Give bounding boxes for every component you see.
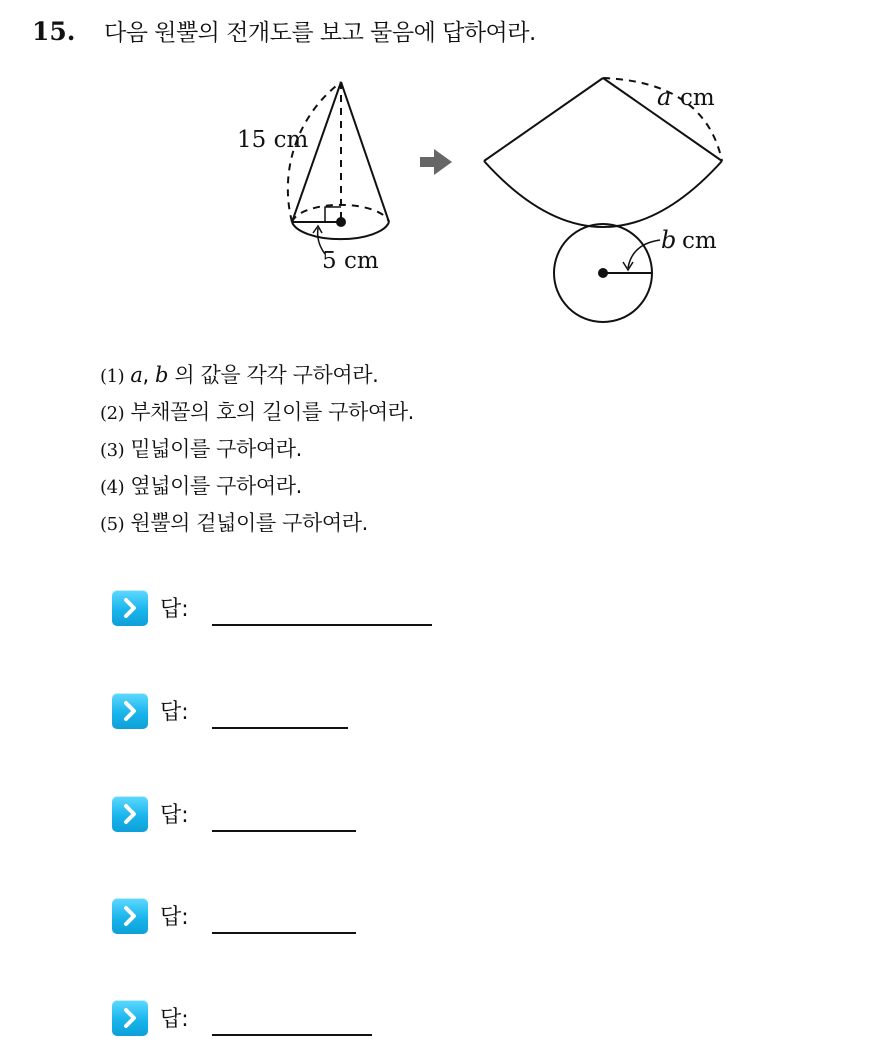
sub-question-2 <box>100 395 414 432</box>
sub-question-list <box>100 358 414 543</box>
sub-question-number: (3) <box>100 440 125 461</box>
cone-center-dot <box>336 217 346 227</box>
arc-label-unit: cm <box>680 85 715 111</box>
answer-label: 답: <box>160 1007 189 1032</box>
variable-a: a <box>130 363 143 387</box>
sub-question-text: 옆넓이를 구하여라. <box>130 474 302 498</box>
sub-question-text: 밑넓이를 구하여라. <box>130 437 302 461</box>
answer-row-3 <box>112 796 356 832</box>
sub-question-text: 의 값을 각각 구하여라. <box>174 363 379 387</box>
chevron-right-icon <box>112 796 148 832</box>
sub-question-5 <box>100 506 414 543</box>
separator: , <box>142 363 149 387</box>
base-circle-center-dot <box>598 268 608 278</box>
sub-question-number: (5) <box>100 514 125 535</box>
arc-label-var: a <box>657 83 672 111</box>
answer-row-5 <box>112 1000 372 1036</box>
answer-blank-5[interactable] <box>212 1034 372 1036</box>
circle-radius-unit: cm <box>682 228 717 254</box>
circle-radius-var: b <box>661 226 677 254</box>
sub-question-number: (4) <box>100 477 125 498</box>
answer-label: 답: <box>160 700 189 725</box>
sector-arc <box>484 161 722 227</box>
sub-question-4 <box>100 469 414 506</box>
circle-radius-pointer <box>628 240 660 268</box>
radius-label: 5 cm <box>322 248 379 274</box>
cone-net-figure <box>0 0 884 340</box>
answer-row-4 <box>112 898 356 934</box>
answer-blank-1[interactable] <box>212 624 432 626</box>
answer-blank-2[interactable] <box>212 727 348 729</box>
sub-question-number: (2) <box>100 403 125 424</box>
chevron-right-icon <box>112 590 148 626</box>
sub-question-number: (1) <box>100 366 125 387</box>
answer-row-1 <box>112 590 432 626</box>
answer-label: 답: <box>160 905 189 930</box>
sub-question-1 <box>100 358 414 395</box>
chevron-right-icon <box>112 898 148 934</box>
answer-label: 답: <box>160 597 189 622</box>
sector-left-radius <box>484 78 603 161</box>
cone-drawing <box>288 82 389 254</box>
chevron-right-icon <box>112 1000 148 1036</box>
question-number: 15. <box>32 17 76 46</box>
variable-b: b <box>155 363 169 387</box>
arrow-icon <box>420 149 452 175</box>
sub-question-text: 부채꼴의 호의 길이를 구하여라. <box>130 400 414 424</box>
slant-label: 15 cm <box>237 127 309 153</box>
answer-row-2 <box>112 693 348 729</box>
answer-label: 답: <box>160 803 189 828</box>
question-text: 다음 원뿔의 전개도를 보고 물음에 답하여라. <box>104 20 536 46</box>
chevron-right-icon <box>112 693 148 729</box>
answer-blank-4[interactable] <box>212 932 356 934</box>
sub-question-3 <box>100 432 414 469</box>
sub-question-text: 원뿔의 겉넓이를 구하여라. <box>130 511 368 535</box>
cone-right-slant <box>341 82 389 222</box>
answer-blank-3[interactable] <box>212 830 356 832</box>
